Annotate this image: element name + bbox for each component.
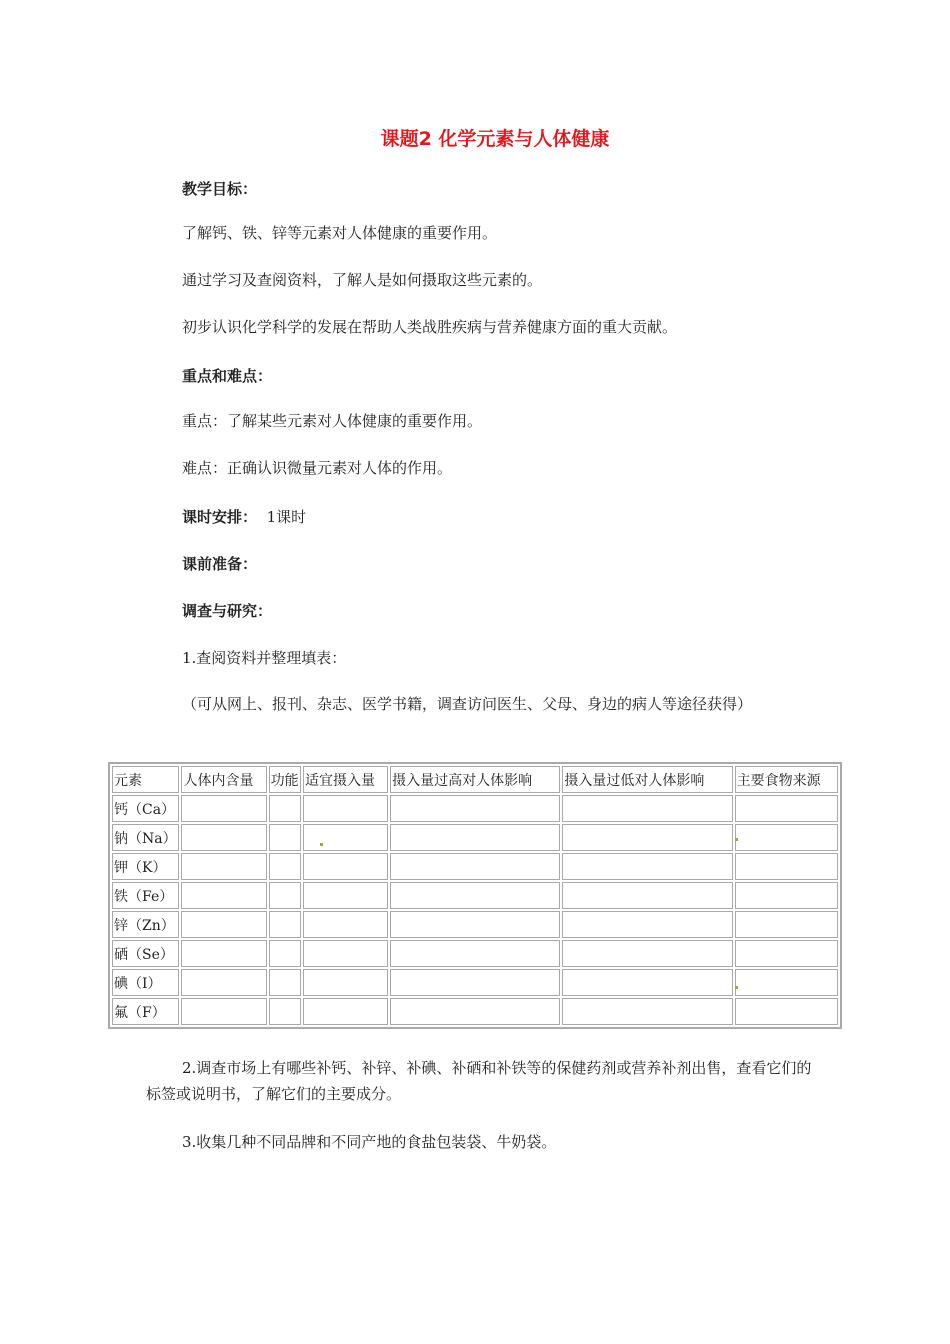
empty-cell[interactable] bbox=[303, 998, 388, 1025]
empty-cell[interactable] bbox=[303, 882, 388, 909]
survey-table bbox=[108, 762, 842, 1029]
empty-cell[interactable] bbox=[269, 940, 301, 967]
empty-cell[interactable] bbox=[390, 998, 560, 1025]
empty-cell[interactable] bbox=[303, 911, 388, 938]
preparation-heading: 课前准备： bbox=[182, 555, 258, 573]
empty-cell[interactable] bbox=[390, 911, 560, 938]
element-cell: 钠（Na） bbox=[112, 824, 179, 851]
empty-cell[interactable] bbox=[269, 969, 301, 996]
empty-cell[interactable] bbox=[181, 969, 266, 996]
table-row bbox=[112, 998, 838, 1025]
table-row bbox=[112, 940, 838, 967]
speck-mark bbox=[735, 838, 738, 841]
table-row bbox=[112, 853, 838, 880]
research-step-3: 3.收集几种不同品牌和不同产地的食盐包装袋、牛奶袋。 bbox=[182, 1133, 557, 1151]
empty-cell[interactable] bbox=[181, 940, 266, 967]
element-cell: 钾（K） bbox=[112, 853, 179, 880]
empty-cell[interactable] bbox=[390, 969, 560, 996]
schedule-label: 课时安排： bbox=[182, 508, 258, 526]
difficult-point: 难点：正确认识微量元素对人体的作用。 bbox=[182, 459, 453, 477]
empty-cell[interactable] bbox=[735, 853, 838, 880]
empty-cell[interactable] bbox=[735, 940, 838, 967]
element-cell: 钙（Ca） bbox=[112, 795, 179, 822]
empty-cell[interactable] bbox=[181, 824, 266, 851]
table-row bbox=[112, 969, 838, 996]
empty-cell[interactable] bbox=[269, 853, 301, 880]
empty-cell[interactable] bbox=[181, 911, 266, 938]
header-cell: 适宜摄入量 bbox=[303, 766, 388, 793]
empty-cell[interactable] bbox=[735, 969, 838, 996]
empty-cell[interactable] bbox=[181, 998, 266, 1025]
element-cell: 碘（I） bbox=[112, 969, 179, 996]
empty-cell[interactable] bbox=[735, 882, 838, 909]
empty-cell[interactable] bbox=[181, 853, 266, 880]
element-cell: 氟（F） bbox=[112, 998, 179, 1025]
header-cell: 主要食物来源 bbox=[735, 766, 838, 793]
element-cell: 硒（Se） bbox=[112, 940, 179, 967]
table-row bbox=[112, 882, 838, 909]
empty-cell[interactable] bbox=[390, 795, 560, 822]
empty-cell[interactable] bbox=[735, 998, 838, 1025]
empty-cell[interactable] bbox=[562, 940, 732, 967]
research-heading: 调查与研究： bbox=[182, 602, 273, 620]
empty-cell[interactable] bbox=[303, 795, 388, 822]
empty-cell[interactable] bbox=[562, 853, 732, 880]
schedule-value: 1课时 bbox=[266, 508, 307, 526]
empty-cell[interactable] bbox=[303, 969, 388, 996]
empty-cell[interactable] bbox=[269, 911, 301, 938]
speck-mark bbox=[320, 843, 323, 846]
page-title: 课题2 化学元素与人体健康 bbox=[380, 128, 610, 150]
key-point: 重点：了解某些元素对人体健康的重要作用。 bbox=[182, 412, 483, 430]
empty-cell[interactable] bbox=[390, 882, 560, 909]
table-row bbox=[112, 911, 838, 938]
empty-cell[interactable] bbox=[390, 940, 560, 967]
header-cell: 功能 bbox=[269, 766, 301, 793]
empty-cell[interactable] bbox=[181, 882, 266, 909]
empty-cell[interactable] bbox=[181, 795, 266, 822]
empty-cell[interactable] bbox=[269, 795, 301, 822]
empty-cell[interactable] bbox=[562, 882, 732, 909]
empty-cell[interactable] bbox=[562, 998, 732, 1025]
empty-cell[interactable] bbox=[390, 824, 560, 851]
empty-cell[interactable] bbox=[562, 969, 732, 996]
empty-cell[interactable] bbox=[562, 795, 732, 822]
schedule-line bbox=[182, 506, 306, 527]
objectives-heading: 教学目标： bbox=[182, 180, 258, 198]
research-step-2: 2.调查市场上有哪些补钙、补锌、补碘、补硒和补铁等的保健药剂或营养补剂出售，查看它们的标签或说明书，了解它们的主要成分。 bbox=[146, 1059, 812, 1103]
research-step-1-note: （可从网上、报刊、杂志、医学书籍，调查访问医生、父母、身边的病人等途径获得） bbox=[182, 695, 753, 713]
table-row bbox=[112, 795, 838, 822]
header-cell: 元素 bbox=[112, 766, 179, 793]
element-cell: 铁（Fe） bbox=[112, 882, 179, 909]
empty-cell[interactable] bbox=[390, 853, 560, 880]
empty-cell[interactable] bbox=[735, 824, 838, 851]
empty-cell[interactable] bbox=[269, 998, 301, 1025]
objective-item: 初步认识化学科学的发展在帮助人类战胜疾病与营养健康方面的重大贡献。 bbox=[182, 318, 678, 336]
empty-cell[interactable] bbox=[303, 940, 388, 967]
empty-cell[interactable] bbox=[735, 795, 838, 822]
key-points-heading: 重点和难点： bbox=[182, 367, 273, 385]
empty-cell[interactable] bbox=[562, 911, 732, 938]
element-cell: 锌（Zn） bbox=[112, 911, 179, 938]
objective-item: 通过学习及查阅资料，了解人是如何摄取这些元素的。 bbox=[182, 271, 543, 289]
empty-cell[interactable] bbox=[735, 911, 838, 938]
empty-cell[interactable] bbox=[303, 824, 388, 851]
empty-cell[interactable] bbox=[562, 824, 732, 851]
header-cell: 人体内含量 bbox=[181, 766, 266, 793]
header-cell: 摄入量过高对人体影响 bbox=[390, 766, 560, 793]
objective-item: 了解钙、铁、锌等元素对人体健康的重要作用。 bbox=[182, 224, 498, 242]
table-header-row bbox=[112, 766, 838, 793]
table-row bbox=[112, 824, 838, 851]
header-cell: 摄入量过低对人体影响 bbox=[562, 766, 732, 793]
speck-mark bbox=[735, 986, 738, 989]
research-step-1: 1.查阅资料并整理填表： bbox=[182, 649, 347, 667]
empty-cell[interactable] bbox=[303, 853, 388, 880]
empty-cell[interactable] bbox=[269, 824, 301, 851]
empty-cell[interactable] bbox=[269, 882, 301, 909]
